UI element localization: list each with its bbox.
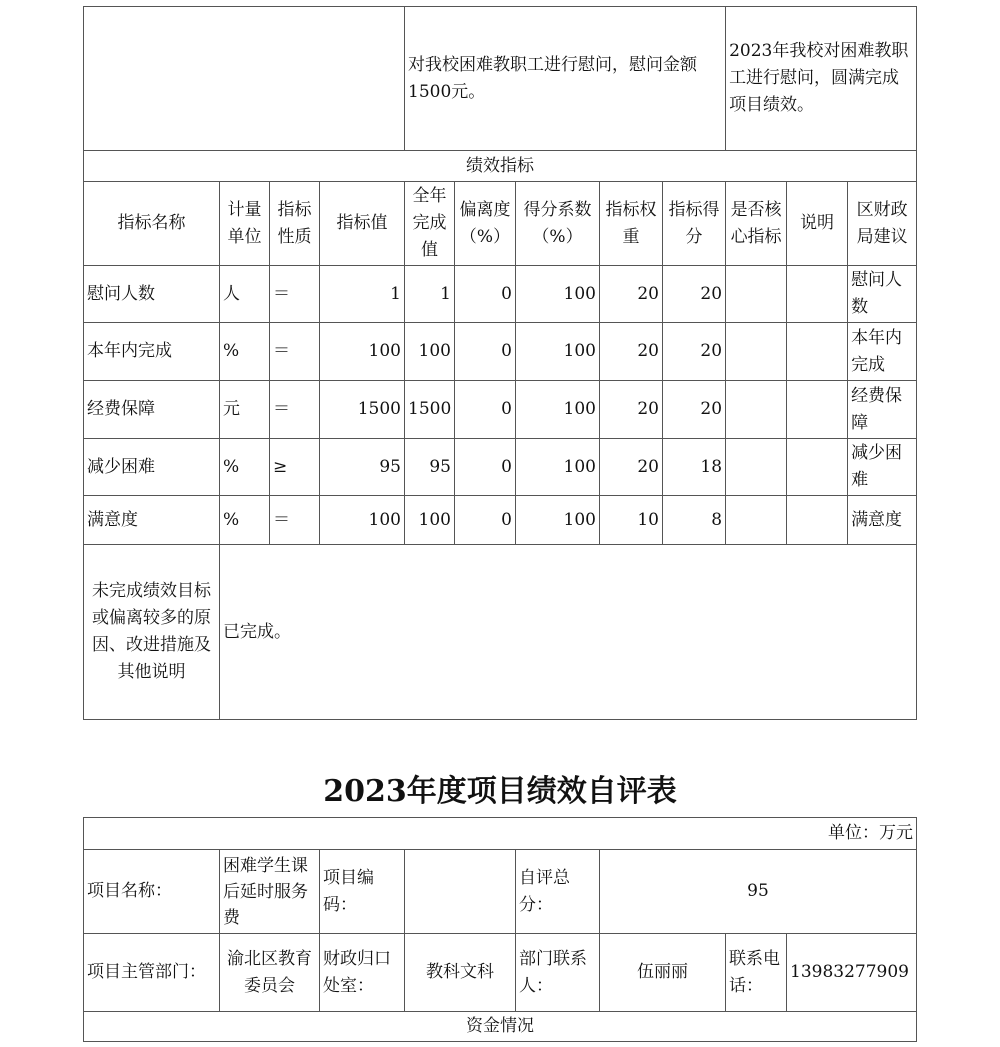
actual-completion-cell: 2023年我校对困难教职工进行慰问，圆满完成项目绩效。 [726,7,917,151]
indicator-actual: 100 [405,496,455,545]
contact-value: 伍丽丽 [600,934,726,1012]
indicator-target: 1500 [320,381,405,439]
indicator-actual: 1 [405,266,455,323]
indicator-advice: 满意度 [848,496,917,545]
indicator-name: 本年内完成 [84,323,220,381]
indicator-target: 100 [320,496,405,545]
goal-row [84,7,917,151]
indicator-advice: 减少困难 [848,439,917,496]
indicator-row [84,381,917,439]
indicator-core [726,323,787,381]
indicator-row [84,266,917,323]
indicator-score: 8 [663,496,726,545]
header-actual: 全年完成值 [405,182,455,266]
phone-value: 13983277909 [787,934,917,1012]
indicator-nature: ＝ [270,323,320,381]
indicator-note [787,439,848,496]
unfinished-row [84,545,917,720]
indicator-header-row [84,182,917,266]
indicator-weight: 20 [600,266,663,323]
header-target: 指标值 [320,182,405,266]
indicator-weight: 20 [600,439,663,496]
indicator-row [84,439,917,496]
indicator-row [84,496,917,545]
indicator-score: 18 [663,439,726,496]
indicator-coef: 100 [516,496,600,545]
indicator-row [84,323,917,381]
finance-label: 财政归口处室： [320,934,405,1012]
indicator-target: 95 [320,439,405,496]
indicator-unit: 人 [220,266,270,323]
indicator-core [726,266,787,323]
indicator-note [787,266,848,323]
indicator-unit: % [220,439,270,496]
indicator-actual: 95 [405,439,455,496]
unfinished-value: 已完成。 [220,545,917,720]
indicator-note [787,381,848,439]
self-score-label: 自评总分： [516,850,600,934]
header-name: 指标名称 [84,182,220,266]
indicator-name: 慰问人数 [84,266,220,323]
indicator-name: 经费保障 [84,381,220,439]
indicator-advice: 本年内完成 [848,323,917,381]
indicator-target: 1 [320,266,405,323]
indicator-coef: 100 [516,439,600,496]
project-code-label: 项目编码： [320,850,405,934]
header-deviation: 偏离度（%） [455,182,516,266]
dept-value: 渝北区教育委员会 [220,934,320,1012]
indicator-deviation: 0 [455,266,516,323]
indicator-unit: % [220,323,270,381]
indicator-deviation: 0 [455,496,516,545]
header-weight: 指标权重 [600,182,663,266]
header-nature: 指标性质 [270,182,320,266]
indicator-deviation: 0 [455,439,516,496]
project-code-value [405,850,516,934]
indicator-advice: 慰问人数 [848,266,917,323]
indicator-target: 100 [320,323,405,381]
indicator-score: 20 [663,266,726,323]
indicator-deviation: 0 [455,381,516,439]
indicator-weight: 20 [600,323,663,381]
indicator-unit: % [220,496,270,545]
project-row [84,850,917,934]
annual-goal-cell: 对我校困难教职工进行慰问，慰问金额1500元。 [405,7,726,151]
indicator-nature: ≥ [270,439,320,496]
perf-section-label: 绩效指标 [84,151,917,182]
self-eval-form [83,817,917,1042]
indicator-nature: ＝ [270,266,320,323]
header-advice: 区财政局建议 [848,182,917,266]
indicator-weight: 20 [600,381,663,439]
header-unit: 计量单位 [220,182,270,266]
indicator-nature: ＝ [270,496,320,545]
indicator-deviation: 0 [455,323,516,381]
indicator-coef: 100 [516,323,600,381]
finance-value: 教科文科 [405,934,516,1012]
indicator-core [726,381,787,439]
indicator-weight: 10 [600,496,663,545]
indicator-note [787,323,848,381]
indicator-core [726,496,787,545]
indicator-coef: 100 [516,266,600,323]
indicator-advice: 经费保障 [848,381,917,439]
header-coef: 得分系数（%） [516,182,600,266]
form-title: 2023年度项目绩效自评表 [323,774,677,809]
indicator-core [726,439,787,496]
contact-label: 部门联系人： [516,934,600,1012]
project-name-value: 困难学生课后延时服务费 [220,850,320,934]
indicator-coef: 100 [516,381,600,439]
funds-section-label: 资金情况 [84,1012,917,1042]
indicator-score: 20 [663,323,726,381]
header-note: 说明 [787,182,848,266]
header-score: 指标得分 [663,182,726,266]
dept-label: 项目主管部门： [84,934,220,1012]
indicator-nature: ＝ [270,381,320,439]
empty-cell [84,7,405,151]
performance-table-continued [83,6,917,720]
indicator-note [787,496,848,545]
header-core: 是否核心指标 [726,182,787,266]
unit-label: 单位：万元 [84,818,917,850]
indicator-actual: 1500 [405,381,455,439]
indicator-name: 减少困难 [84,439,220,496]
project-name-label: 项目名称： [84,850,220,934]
indicator-unit: 元 [220,381,270,439]
department-row [84,934,917,1012]
indicator-name: 满意度 [84,496,220,545]
unfinished-label: 未完成绩效目标或偏离较多的原因、改进措施及其他说明 [84,545,220,720]
phone-label: 联系电话： [726,934,787,1012]
indicator-actual: 100 [405,323,455,381]
indicator-score: 20 [663,381,726,439]
self-score-value: 95 [600,850,917,934]
